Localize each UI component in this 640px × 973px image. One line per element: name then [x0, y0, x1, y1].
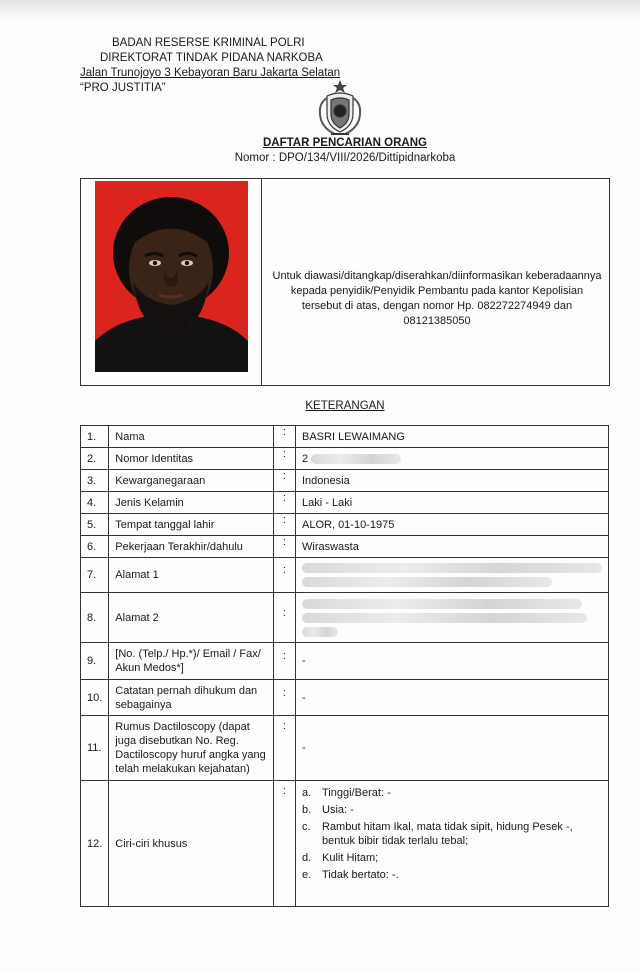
address1-redacted — [296, 558, 609, 593]
table-row — [81, 536, 609, 558]
table-row — [81, 448, 609, 470]
list-item: b. Usia: - — [302, 804, 354, 816]
row-value: Wiraswasta — [296, 536, 609, 558]
row-label: Alamat 2 — [109, 593, 274, 643]
row-number: 5. — [81, 514, 109, 536]
table-row — [81, 514, 609, 536]
row-colon: : — [273, 426, 295, 448]
row-value: ALOR, 01-10-1975 — [296, 514, 609, 536]
photo-section — [80, 178, 610, 386]
ciri-list-cell — [296, 781, 609, 907]
row-colon: : — [273, 593, 295, 643]
suspect-photo — [95, 181, 248, 372]
table-row — [81, 781, 609, 907]
redaction-blur — [302, 563, 602, 573]
top-shade — [0, 0, 640, 22]
redaction-blur — [302, 627, 338, 637]
row-colon: : — [273, 781, 295, 907]
redaction-blur — [302, 599, 582, 609]
document-number: Nomor : DPO/134/VIII/2026/Dittipidnarkoba — [234, 152, 456, 164]
row-label: Nomor Identitas — [109, 448, 274, 470]
list-item: c. Rambut hitam Ikal, mata tidak sipit, hidung Pesek -, bentuk bibir tidak terlalu tebal; — [302, 821, 573, 847]
row-number: 9. — [81, 643, 109, 680]
row-number: 6. — [81, 536, 109, 558]
row-label: Alamat 1 — [109, 558, 274, 593]
instruction-text: Untuk diawasi/ditangkap/diserahkan/diinformasikan keberadaannya kepada penyidik/Penyidik Pembantu pada kantor Kepolisian tersebut di atas, dengan nomor Hp. 082272274949 dan 08121385050 — [272, 270, 602, 327]
row-colon: : — [273, 492, 295, 514]
table-row — [81, 643, 609, 680]
letterhead — [80, 36, 340, 96]
row-value: - — [296, 716, 609, 781]
list-item: d. Kulit Hitam; — [302, 852, 379, 864]
row-value: BASRI LEWAIMANG — [296, 426, 609, 448]
agency-address: Jalan Trunojoyo 3 Kebayoran Baru Jakarta Selatan — [80, 67, 341, 79]
row-colon: : — [273, 448, 295, 470]
row-label: Rumus Dactiloscopy (dapat juga disebutkan No. Reg. Dactiloscopy huruf angka yang telah melakukan kejahatan) — [109, 716, 274, 781]
row-number: 8. — [81, 593, 109, 643]
table-row — [81, 716, 609, 781]
police-emblem-icon — [313, 78, 367, 138]
identity-value: 2 — [302, 452, 309, 465]
row-colon: : — [273, 514, 295, 536]
row-label: Nama — [109, 426, 274, 448]
redaction-blur — [302, 577, 552, 587]
info-table — [80, 425, 609, 907]
row-number: 11. — [81, 716, 109, 781]
row-label: Jenis Kelamin — [109, 492, 274, 514]
row-number: 2. — [81, 448, 109, 470]
row-colon: : — [273, 558, 295, 593]
row-label: Pekerjaan Terakhir/dahulu — [109, 536, 274, 558]
row-number: 10. — [81, 680, 109, 716]
row-colon: : — [273, 643, 295, 680]
list-item: e. Tidak bertato: -. — [302, 869, 399, 881]
table-row — [81, 680, 609, 716]
motto: “PRO JUSTITIA” — [80, 82, 166, 94]
table-row — [81, 558, 609, 593]
row-value — [296, 448, 609, 470]
row-colon: : — [273, 536, 295, 558]
redaction-blur — [302, 613, 587, 623]
row-number: 3. — [81, 470, 109, 492]
row-number: 12. — [81, 781, 109, 907]
table-row — [81, 426, 609, 448]
row-label: [No. (Telp./ Hp.*)/ Email / Fax/ Akun Medos*] — [109, 643, 274, 680]
row-label: Catatan pernah dihukum dan sebagainya — [109, 680, 274, 716]
keterangan-title: KETERANGAN — [305, 400, 385, 412]
row-colon: : — [273, 680, 295, 716]
row-label: Kewarganegaraan — [109, 470, 274, 492]
photo-divider — [261, 179, 262, 385]
ciri-list — [302, 786, 602, 882]
table-row — [81, 492, 609, 514]
row-label: Tempat tanggal lahir — [109, 514, 274, 536]
row-value: Indonesia — [296, 470, 609, 492]
redaction-blur — [311, 454, 401, 464]
row-number: 1. — [81, 426, 109, 448]
row-colon: : — [273, 716, 295, 781]
row-label: Ciri-ciri khusus — [109, 781, 274, 907]
directorate-name: DIREKTORAT TINDAK PIDANA NARKOBA — [100, 52, 323, 64]
table-row — [81, 470, 609, 492]
row-colon: : — [273, 470, 295, 492]
document-title: DAFTAR PENCARIAN ORANG — [263, 137, 427, 149]
list-item: a. Tinggi/Berat: - — [302, 787, 391, 799]
table-row — [81, 593, 609, 643]
row-value: Laki - Laki — [296, 492, 609, 514]
row-number: 4. — [81, 492, 109, 514]
agency-name: BADAN RESERSE KRIMINAL POLRI — [112, 37, 305, 49]
row-value: - — [296, 643, 609, 680]
row-number: 7. — [81, 558, 109, 593]
address2-redacted — [296, 593, 609, 643]
row-value: - — [296, 680, 609, 716]
